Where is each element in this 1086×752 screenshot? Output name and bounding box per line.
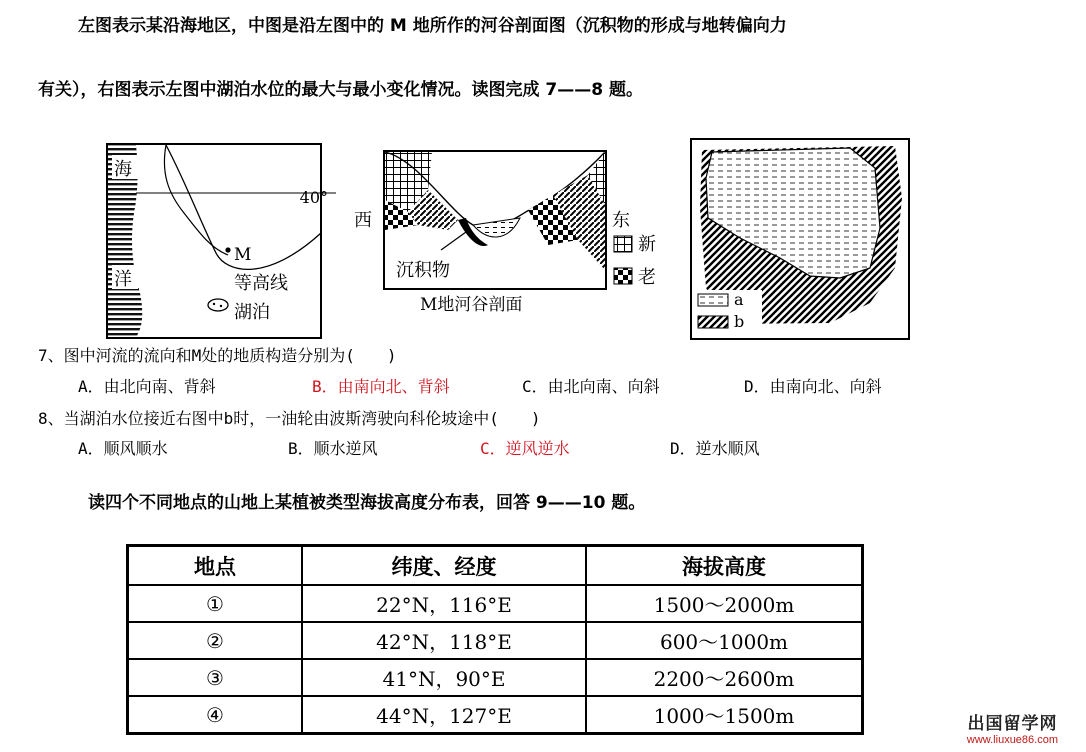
question-8-stem: 8、当湖泊水位接近右图中b时，一油轮由波斯湾驶向科伦坡途中( ) [38,409,541,428]
cell-altitude: 1500～2000m [586,585,863,622]
table-row [128,659,863,696]
q8-option-c-answer[interactable]: C．逆风逆水 [480,439,570,458]
lake-shape [208,299,228,311]
header-lat-lon: 纬度、经度 [302,546,586,586]
watermark-url[interactable]: www.liuxue86.com [966,734,1058,746]
table-row [128,696,863,734]
site-watermark [967,709,1058,746]
label-lat-40: 40° [299,188,328,207]
table-row [128,622,863,659]
q7-option-d[interactable]: D．由南向北、向斜 [744,377,882,396]
point-m-marker [225,247,230,252]
label-ocean: 洋 [114,269,132,290]
cell-location: ① [128,585,303,622]
label-old: 老 [638,267,656,288]
table-title: 读四个不同地点的山地上某植被类型海拔高度分布表，回答 9——10 题。 [88,493,646,513]
label-legend-a: a [734,290,744,309]
cell-coordinates: 22°N，116°E [302,585,586,622]
label-caption: M地河谷剖面 [420,295,523,315]
label-sediment: 沉积物 [396,260,450,281]
table-header-row [128,546,863,586]
label-east: 东 [612,210,630,231]
q8-option-a[interactable]: A．顺风顺水 [78,439,168,458]
legend-old-swatch [614,268,632,284]
label-west: 西 [354,210,372,231]
q7-option-b-answer[interactable]: B．由南向北、背斜 [312,377,450,396]
legend-new-swatch [614,236,632,252]
cell-location: ④ [128,696,303,734]
label-new: 新 [638,234,656,255]
coastal-map-figure [106,143,336,341]
label-legend-b: b [734,312,745,331]
cell-location: ③ [128,659,303,696]
cell-coordinates: 44°N，127°E [302,696,586,734]
intro-line-1: 左图表示某沿海地区，中图是沿左图中的 M 地所作的河谷剖面图（沉积物的形成与地转偏向力 [78,16,787,36]
lake-level-figure [690,138,912,342]
question-7-stem: 7、图中河流的流向和M处的地质构造分别为( ) [38,346,397,365]
watermark-site-name: 出国留学网 [967,714,1058,734]
q7-option-a[interactable]: A．由北向南、背斜 [78,377,216,396]
cell-coordinates: 41°N，90°E [302,659,586,696]
cell-coordinates: 42°N，118°E [302,622,586,659]
q8-option-d[interactable]: D．逆水顺风 [670,439,760,458]
cell-altitude: 2200～2600m [586,659,863,696]
cell-altitude: 600～1000m [586,622,863,659]
label-contour: 等高线 [234,273,288,294]
legend-b-swatch [698,316,728,328]
header-altitude: 海拔高度 [586,546,863,586]
intro-line-2: 有关），右图表示左图中湖泊水位的最大与最小变化情况。读图完成 7——8 题。 [38,80,643,100]
q8-option-b[interactable]: B．顺水逆风 [288,439,378,458]
q7-option-c[interactable]: C．由北向南、向斜 [522,377,660,396]
vegetation-altitude-table [126,544,864,735]
header-location: 地点 [128,546,303,586]
cell-location: ② [128,622,303,659]
label-sea: 海 [114,159,132,180]
label-point-m: M [234,245,252,265]
valley-profile-figure [348,150,678,316]
legend-a-swatch [698,294,728,306]
table-row [128,585,863,622]
label-lake: 湖泊 [234,302,270,323]
cell-altitude: 1000～1500m [586,696,863,734]
